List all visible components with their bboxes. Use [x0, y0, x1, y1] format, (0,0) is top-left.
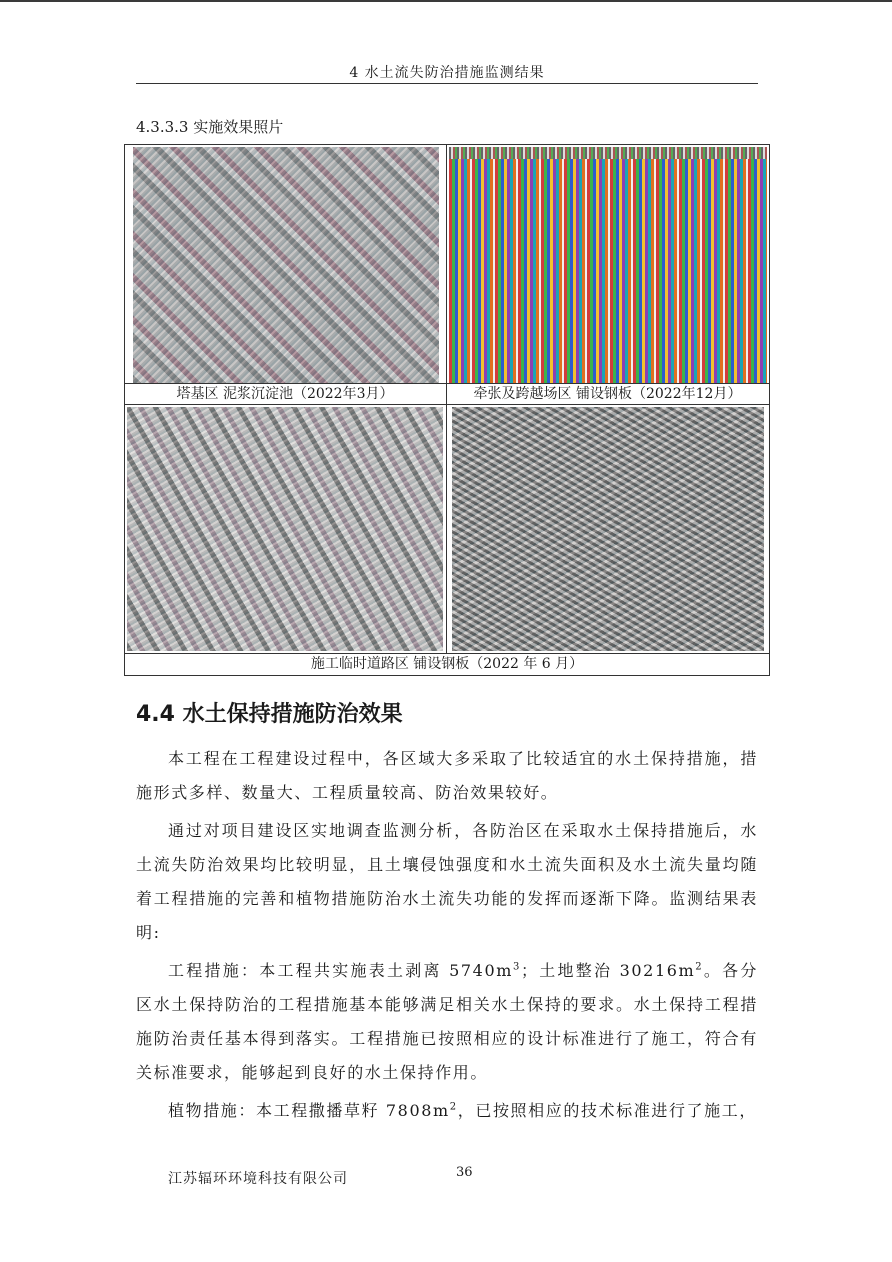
- p3-sup-1: 3: [513, 961, 521, 973]
- column-divider: [446, 145, 447, 653]
- photo-mud-sedimentation-tank: [133, 147, 439, 383]
- row1-caption-divider: [125, 404, 769, 405]
- p3-text-c: 。各分区水土保持防治的工程措施基本能够满足相关水土保持的要求。水土保持工程措施防治责任基本得到落实。工程措施已按照相应的设计标准进行了施工，符合有关标准要求，能够起到良好的水土保持作用。: [136, 961, 759, 1082]
- photo-temporary-road-1: [127, 407, 443, 651]
- photo-table: [124, 144, 770, 676]
- photo-temporary-road-2: [452, 407, 764, 651]
- p3-sup-2: 2: [695, 961, 704, 973]
- photos-subsection-heading: 4.3.3.3 实施效果照片: [136, 118, 284, 136]
- p4-sup: 2: [449, 1101, 458, 1113]
- paragraph-1: 本工程在工程建设过程中，各区域大多采取了比较适宜的水土保持措施，措施形式多样、数量大、工程质量较高、防治效果较好。: [136, 749, 758, 802]
- footer-company: 江苏辐环环境科技有限公司: [168, 1171, 348, 1187]
- caption-temporary-road: 施工临时道路区 铺设钢板（2022 年 6 月）: [310, 656, 584, 672]
- running-header: 4 水土流失防治措施监测结果: [349, 65, 545, 81]
- header-rule: [136, 83, 758, 84]
- photo-top-strip: [449, 147, 767, 159]
- section-4-4-title: 4.4 水土保持措施防治效果: [136, 702, 403, 727]
- photo-steel-plate-tension-area: [449, 147, 767, 383]
- caption-tension-area: 牵张及跨越场区 铺设钢板（2022年12月）: [473, 386, 742, 402]
- row2-photo-divider: [125, 653, 769, 654]
- p3-text-b: ；土地整治 30216m: [521, 961, 696, 980]
- top-border: [0, 0, 892, 2]
- p4-text-b: ，已按照相应的技术标准进行了施工，: [457, 1101, 757, 1120]
- footer-page-number: 36: [456, 1165, 473, 1180]
- paragraph-2: 通过对项目建设区实地调查监测分析，各防治区在采取水土保持措施后，水土流失防治效果均比较明显，且土壤侵蚀强度和水土流失面积及水土流失量均随着工程措施的完善和植物措施防治水土流失功能的发挥而逐渐下降。监测结果表明:: [136, 821, 758, 942]
- p3-text-a: 工程措施：本工程共实施表土剥离 5740m: [168, 961, 514, 980]
- row1-photo-divider: [125, 383, 769, 384]
- paragraph-3: [136, 954, 758, 1090]
- paragraph-4: [136, 1094, 758, 1128]
- p4-text-a: 植物措施：本工程撒播草籽 7808m: [168, 1101, 450, 1120]
- caption-tower-base: 塔基区 泥浆沉淀池（2022年3月）: [176, 386, 394, 402]
